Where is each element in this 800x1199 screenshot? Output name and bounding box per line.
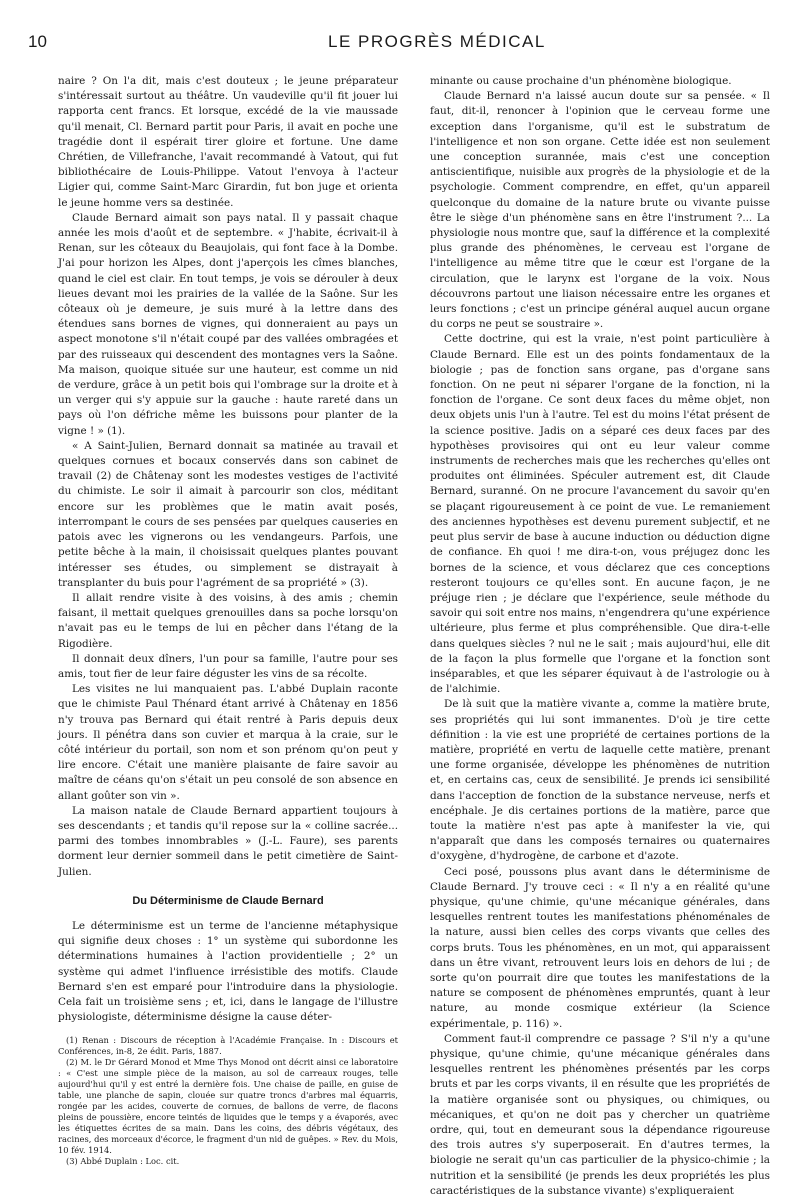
- paragraph: « A Saint-Julien, Bernard donnait sa matinée au travail et quelques cornues et bocaux conservés dans son cabinet de travail (2) de Châtenay sont les modestes vestiges de l'activité du chimiste. Le soir il aimait à parcourir son clos, méditant encore sur les problèmes que le matin avait posés, interrompant le cours de ses pensées par quelques causeries en patois avec les vignerons ou les vendangeurs. Parfois, une petite bêche à la main, il choisissait quelques plantes pouvant intéresser ses études, ou simplement se distrayait à transplanter du buis pour l'agrément de sa propriété » (3).: [58, 439, 398, 589]
- footnote: (2) M. le Dr Gérard Monod et Mme Thys Monod ont décrit ainsi ce laboratoire : « C'est une simple pièce de la maison, au sol de carreaux rouges, telle aujourd'hui qu'il y est entré la dernière fois. Une chaise de paille, en guise de table, une planche de sapin, clouée sur quatre troncs d'arbres mal équarris, rongée par les acides, couverte de cornues, de ballons de verre, de flacons pleins de poussière, encore teintés de liquides que le temps y a évaporés, avec les étiquettes écrites de sa main. Dans les coins, des débris végétaux, des racines, des morceaux d'écorce, le fragment d'un nid de guêpes. » Rev. du Mois, 10 fév. 1914.: [58, 1057, 398, 1156]
- page-number: 10: [28, 32, 47, 51]
- paragraph: naire ? On l'a dit, mais c'est douteux ; le jeune préparateur s'intéressait surtout au théâtre. Un vaudeville qu'il fit jouer lui rapporta cent francs. Et lorsque, excédé de la vie maussade qu'il menait, Cl. Bernard partit pour Paris, il avait en poche une tragédie dont il espérait tirer gloire et fortune. Une dame Chrétien, de Villefranche, l'avait recommandé à Vatout, qui fut bibliothécaire de Louis-Philippe. Vatout l'envoya à l'acteur Ligier qui, comme Saint-Marc Girardin, fut bon juge et orienta le jeune homme vers sa destinée.: [58, 75, 398, 209]
- paragraph: Cette doctrine, qui est la vraie, n'est point particulière à Claude Bernard. Elle est un des points fondamentaux de la biologie ; pas de fonction sans organe, pas d'organe sans fonction. On ne peut ni séparer l'organe de la fonction, ni la fonction de l'organe. Ce sont deux faces du même objet, non deux objets unis l'un à l'autre. Tel est du moins l'état présent de la science positive. Jadis on a séparé ces deux faces par des hypothèses provisoires qui ont eu leur valeur comme instruments de recherches mais que les recherches qu'elles ont produites ont éliminées. Spéculer autrement est, dit Claude Bernard, suranné. On ne procure l'avancement du savoir qu'en se plaçant rigoureusement à ce point de vue. Le remaniement des anciennes hypothèses est devenu purement subjectif, et ne peut plus servir de base à aucune induction ou déduction digne de confiance. Eh quoi ! me dira-t-on, vous préjugez donc les bornes de la science, et vous déclarez que ces conceptions resteront toujours ce qu'elles sont. En aucune façon, je ne préjuge rien ; je déclare que l'expérience, seule méthode du savoir qui soit entre nos mains, n'engendrera qu'une expérience ultérieure, plus ferme et plus compréhensible. Que dira-t-elle dans quelques siècles ? nul ne le sait ; mais aujourd'hui, elle dit de la façon la plus formelle que l'organe et la fonction sont inséparables, et que les séparer équivaut à de l'astrologie ou à de l'alchimie.: [430, 333, 770, 696]
- paragraph: Les visites ne lui manquaient pas. L'abbé Duplain raconte que le chimiste Paul Thénard étant arrivé à Châtenay en 1856 n'y trouva pas Bernard qui était rentré à Paris depuis deux jours. Il pénétra dans son cuvier et marqua à la craie, sur le côté intérieur du portail, son nom et son prénom qu'on peut y lire encore. C'était une manière plaisante de faire savoir au maître de céans qu'on s'était un peu consolé de son absence en allant goûter son vin ».: [58, 683, 398, 802]
- left-column: [58, 74, 398, 1167]
- paragraph: Claude Bernard n'a laissé aucun doute sur sa pensée. « Il faut, dit-il, renoncer à l'opinion que le cerveau forme une exception dans l'organisme, qu'il est le substratum de l'intelligence et non son organe. Cette idée est non seulement une conception surannée, mais c'est une conception antiscientifique, nuisible aux progrès de la physiologie et de la psychologie. Comment comprendre, en effet, qu'un appareil quelconque du domaine de la nature brute ou vivante puisse être le siège d'un phénomène sans en être l'instrument ?... La physiologie nous montre que, sauf la différence et la complexité plus grande des phénomènes, le cerveau est l'organe de l'intelligence au même titre que le cœur est l'organe de la circulation, que le larynx est l'organe de la voix. Nous découvrons partout une liaison nécessaire entre les organes et leurs fonctions ; c'est un principe général auquel aucun organe du corps ne peut se soustraire ».: [430, 90, 770, 331]
- paragraph: minante ou cause prochaine d'un phénomène biologique.: [430, 75, 732, 87]
- paragraph: Claude Bernard aimait son pays natal. Il y passait chaque année les mois d'août et de septembre. « J'habite, écrivait-il à Renan, sur les côteaux du Beaujolais, qui font face à la Dombe. J'ai pour horizon les Alpes, dont j'aperçois les cîmes blanches, quand le ciel est clair. En tout temps, je vois se dérouler à deux lieues devant moi les prairies de la vallée de la Saône. Sur les côteaux où je demeure, je suis muré à la lettre dans des étendues sans bornes de vignes, qui donneraient au pays un aspect monotone s'il n'était coupé par des vallées ombragées et par des ruisseaux qui descendent des montagnes vers la Saône. Ma maison, quoique située sur une hauteur, est comme un nid de verdure, grâce à un petit bois qui l'ombrage sur la droite et à un verger qui s'y appuie sur la gauche : haute rareté dans un pays où l'on défriche même les buissons pour planter de la vigne ! » (1).: [58, 211, 399, 437]
- paragraph: La maison natale de Claude Bernard appartient toujours à ses descendants ; et tandis qu'il repose sur la « colline sacrée... parmi des tombes innombrables » (J.-L. Faure), ses parents dorment leur dernier sommeil dans le petit cimetière de Saint-Julien.: [58, 804, 398, 878]
- footnote: (3) Abbé Duplain : Loc. cit.: [66, 1156, 180, 1167]
- paragraph: Le déterminisme est un terme de l'ancienne métaphysique qui signifie deux choses : 1° un système qui subordonne les déterminations humaines à l'action providentielle ; 2° un système qui admet l'influence irrésistible des motifs. Claude Bernard s'en est emparé pour l'introduire dans la physiologie. Cela fait un troisième sens ; et, ici, dans le langage de l'illustre physiologiste, déterminisme désigne la cause déter-: [58, 919, 398, 1024]
- paragraph: Ceci posé, poussons plus avant dans le déterminisme de Claude Bernard. J'y trouve ceci : « Il n'y a en réalité qu'une physique, qu'une chimie, qu'une mécanique générales, dans lesquelles rentrent toutes les manifestations phénoménales de la nature, aussi bien celles des corps vivants que celles des corps bruts. Tous les phénomènes, en un mot, qui apparaissent dans un être vivant, retrouvent leurs lois en dehors de lui ; de sorte qu'on pourrait dire que toutes les manifestations de la nature se composent de phénomènes empruntés, quant à leur nature, au monde cosmique extérieur (la Science expérimentale, p. 116) ».: [430, 865, 770, 1030]
- footnotes: [58, 1035, 398, 1167]
- section-heading: Du Déterminisme de Claude Bernard: [132, 894, 324, 907]
- right-column: [430, 74, 770, 1199]
- paragraph: Il donnait deux dîners, l'un pour sa famille, l'autre pour ses amis, tout fier de leur faire déguster les vins de sa récolte.: [58, 652, 398, 680]
- paragraph: Il allait rendre visite à des voisins, à des amis ; chemin faisant, il mettait quelques grenouilles dans sa poche lorsqu'on n'avait pas eu le temps de lui en pêcher dans l'étang de la Rigodière.: [58, 591, 398, 650]
- page-header: [28, 32, 784, 58]
- paragraph: Comment faut-il comprendre ce passage ? S'il n'y a qu'une physique, qu'une chimie, qu'une mécanique générales dans lesquelles rentrent les phénomènes présentés par les corps bruts et par les corps vivants, il en résulte que les propriétés de la matière organisée sont ou physiques, ou chimiques, ou mécaniques, et qu'on ne doit pas y chercher un quatrième ordre, qui, tout en demeurant sous la dépendance rigoureuse des trois autres s'y superposerait. En d'autres termes, la biologie ne serait qu'un cas particulier de la physico-chimie ; la nutrition et la sensibilité (je prends les deux propriétés les plus caractéristiques de la substance vivante) s'expliqueraient: [430, 1032, 770, 1197]
- journal-title: LE PROGRÈS MÉDICAL: [328, 32, 546, 51]
- paragraph: De là suit que la matière vivante a, comme la matière brute, ses propriétés qui lui sont immanentes. D'où je tire cette définition : la vie est une propriété de certaines portions de la matière, propriété en vertu de laquelle cette matière, prenant une forme organisée, développe les phénomènes de nutrition et, en certains cas, ceux de sensibilité. Je prends ici sensibilité dans l'acception de fonction de la substance nerveuse, nerfs et encéphale. Je dis certaines portions de la matière, parce que toute la matière n'est pas apte à manifester la vie, qui n'apparaît que dans les composés ternaires ou quaternaires d'oxygène, d'hydrogène, de carbone et d'azote.: [430, 698, 770, 863]
- footnote: (1) Renan : Discours de réception à l'Académie Française. In : Discours et Conférences, in-8, 2e édit. Paris, 1887.: [58, 1035, 398, 1057]
